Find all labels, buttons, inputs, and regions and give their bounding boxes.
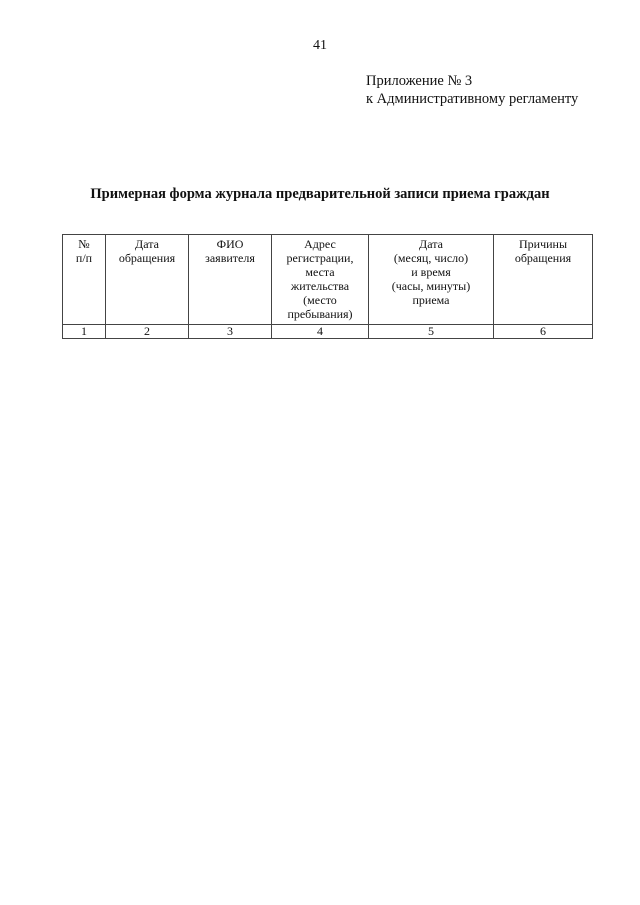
header-applicant-name bbox=[189, 235, 272, 325]
header-line: Адрес bbox=[304, 237, 336, 251]
header-line: обращения bbox=[118, 251, 176, 265]
table-numbering-row bbox=[63, 325, 593, 339]
header-line: ФИО bbox=[216, 237, 244, 251]
document-title: Примерная форма журнала предварительной записи приема граждан bbox=[90, 186, 550, 202]
header-line: обращения bbox=[514, 251, 572, 265]
header-line: Дата bbox=[135, 237, 159, 251]
header-line: приема bbox=[412, 293, 450, 307]
header-line: заявителя bbox=[205, 251, 255, 265]
header-line: регистрации, bbox=[286, 251, 354, 265]
header-request-date bbox=[106, 235, 189, 325]
header-line: № bbox=[78, 237, 90, 251]
numbering-cell: 2 bbox=[106, 325, 189, 339]
header-line: Причины bbox=[518, 237, 568, 251]
header-address bbox=[272, 235, 369, 325]
appendix-line-2: к Административному регламенту bbox=[366, 91, 579, 107]
header-appointment-datetime bbox=[369, 235, 494, 325]
numbering-cell: 4 bbox=[272, 325, 369, 339]
header-line: (место bbox=[303, 293, 337, 307]
header-line: и время bbox=[411, 265, 451, 279]
header-line: (часы, минуты) bbox=[391, 279, 471, 293]
header-number bbox=[63, 235, 106, 325]
journal-table bbox=[62, 234, 593, 339]
header-line: жительства bbox=[290, 279, 350, 293]
page-number: 41 bbox=[313, 38, 327, 53]
numbering-cell: 3 bbox=[189, 325, 272, 339]
appendix-line-1: Приложение № 3 bbox=[366, 73, 473, 89]
numbering-cell: 6 bbox=[494, 325, 593, 339]
header-line: (месяц, число) bbox=[393, 251, 469, 265]
header-line: п/п bbox=[75, 251, 93, 265]
header-line: Дата bbox=[419, 237, 443, 251]
header-line: пребывания) bbox=[287, 307, 353, 321]
appendix-reference bbox=[366, 72, 578, 108]
numbering-cell: 1 bbox=[63, 325, 106, 339]
header-request-reasons bbox=[494, 235, 593, 325]
numbering-cell: 5 bbox=[369, 325, 494, 339]
header-line: места bbox=[305, 265, 335, 279]
table-header-row bbox=[63, 235, 593, 325]
